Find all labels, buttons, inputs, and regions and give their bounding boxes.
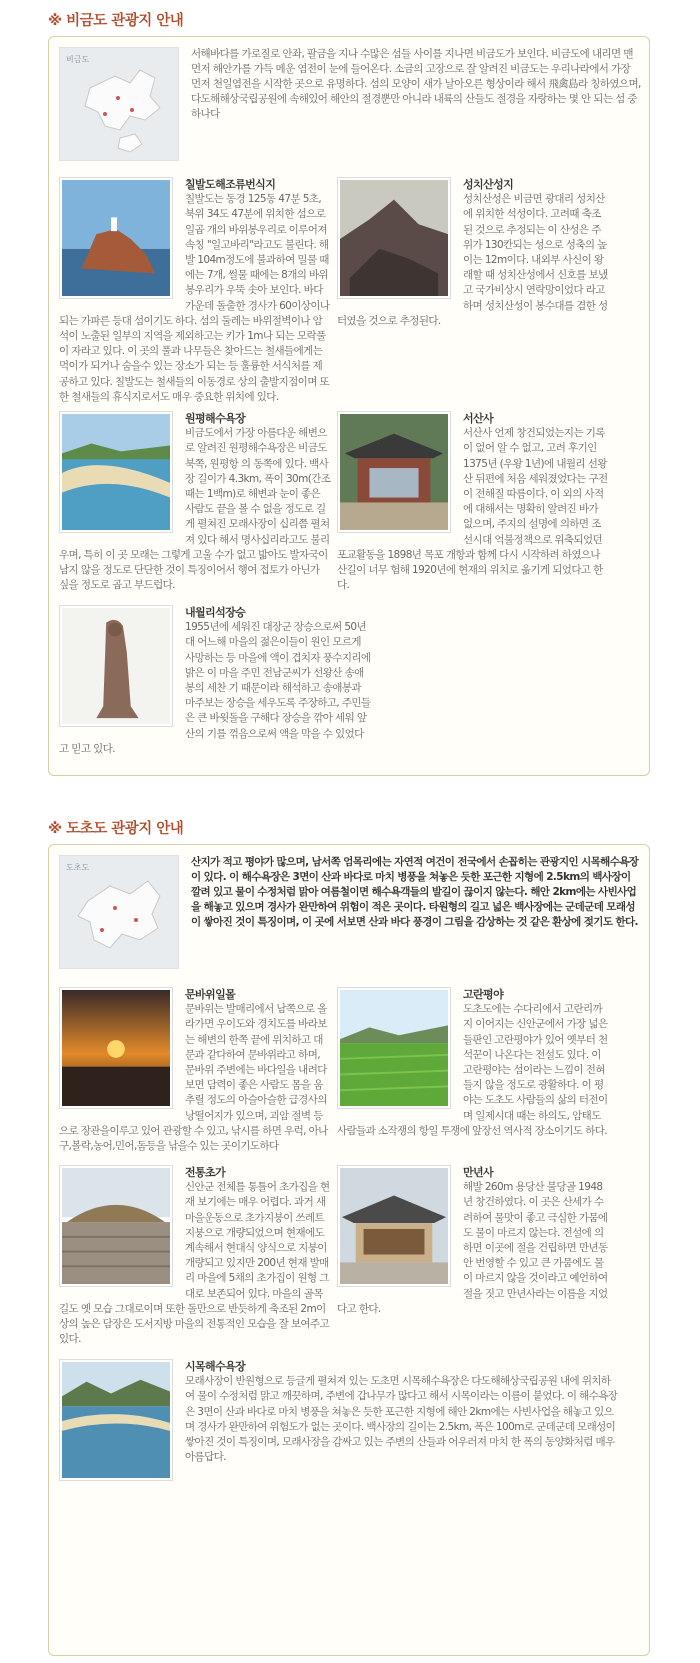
- item-text: 비금도에서 가장 아름다운 해변으로 알려진 원평해수욕장은 비금도 북쪽, 원평항 의 동쪽에 있다. 백사장 길이가 4.3km, 폭이 30m(간조 때는 1백m)로 해변과 눈이 좋은 사람도 끝을 볼 수 없을 정도로 길게 펼쳐진 모래사장이 십리쯤 펼쳐져 있다 해서 명사십리라고도 불리우며, 특히 이 곳 모래는 그렇게 고울 수가 없고 밟아도 발자국이 남지 않을 정도로 단단한 것이 특징이어서 행여 접토가 아닌가 싶을 정도로 곱고 부드럽다.: [59, 427, 331, 592]
- photo-munbawi: [59, 987, 173, 1109]
- item-title: 원평해수욕장: [185, 412, 246, 425]
- item-title: 만년사: [463, 1166, 494, 1179]
- item-text: 서산사 언제 창건되었는지는 기록이 없어 알 수 없고, 고려 후기인 1375년 (우왕 1년)에 내월리 선왕산 뒤편에 처음 세워졌었다는 구전이 전해질 따름이다. 이 외의 사적에 대해서는 명확히 알려진 바가 없으며, 주지의 설명에 의하면 조선시대 억불정책으로 위축되었던 포교활동을 1898년 목포 개항과 함께 다시 시작하려 하였으나 산길이 너무 험해 1920년에 현재의 위치로 옮기게 되었다고 한다.: [337, 427, 608, 592]
- item-text: 도초도에는 수다리에서 고란리까지 이어지는 신안군에서 가장 넓은 들판인 고란평야가 있어 옛부터 천석꾼이 나온다는 전설도 있다. 이 고란평야는 섬이라는 느낌이 전혀 들지 않을 정도로 광활하다. 이 평야는 도초도 사람들의 삶의 터전이며 일제시대 때는 하의도, 암태도 사람들과 소작쟁의 항일 투쟁에 앞장선 역사적 장소이기도 하다.: [337, 1003, 608, 1137]
- item-text: 1955년에 세워진 대장군 장승으로써 50년대 어느해 마을의 젊은이들이 원인 모르게 사망하는 등 마을에 액이 겹치자 풍수지리에 밝은 이 마을 주민 전남군씨가 선왕산 송애봉의 세찬 기 때문이라 해석하고 송애봉과 마주보는 장승을 세우도록 주장하고, 주민들은 큰 바윗돌을 구해다 장승을 깎아 세워 앞산의 기를 꺾음으로써 액을 막을 수 있었다고 믿고 있다.: [59, 621, 371, 755]
- bigeumdo-item-wonpyeong: [59, 411, 331, 593]
- dochodo-box: [48, 844, 650, 1656]
- photo-mannyeonsa: [337, 1165, 451, 1287]
- bigeumdo-intro: [59, 47, 641, 161]
- dochodo-intro: [59, 855, 641, 969]
- photo-seongchi: [337, 177, 451, 299]
- map-label: 도초도: [66, 863, 90, 872]
- item-title: 서산사: [463, 412, 494, 425]
- item-text: 성치산성은 비금면 광대리 성치산에 위치한 석성이다. 고려때 축조된 것으로 추정되는 이 산성은 주위가 130칸되는 성으로 성축의 높이는 12m이다. 내외부 사신이 왕래할 때 성치산성에서 신호를 보냈고 국가비상시 연락망이었다 라고 하며 성치산성이 봉수대를 겸한 성터였을 것으로 추정된다.: [337, 193, 608, 327]
- photo-wonpyeong: [59, 411, 173, 533]
- item-text: 해발 260m 용당산 불당골 1948년 창건하였다. 이 곳은 산세가 수려하여 물맛이 좋고 극심한 가뭄에도 물이 마르지 않는다. 전설에 의하면 이곳에 절을 건립하면 만년동안 번영할 수 있고 큰 가뭄에도 물이 마르지 않을 것이라고 예언하여 절을 짓고 만년사라는 이름을 지었다고 한다.: [337, 1181, 608, 1315]
- bigeumdo-map: [59, 47, 179, 161]
- bigeumdo-box: [48, 36, 650, 776]
- bigeumdo-intro-text: 서해바다를 가로질로 안좌, 팔금을 지나 수많은 섬들 사이를 지나면 비금도가 보인다. 비금도에 내리면 맨 먼저 해안가를 가득 메운 염전이 눈에 들어온다. 소금의 고장으로 잘 알려진 비금도는 우리나라에서 가장 먼저 천일염전을 시작한 곳으로 유명하다. 섬의 모양이 새가 날아오른 형상이라 해서 飛禽島라 칭하였으며, 다도해해상국립공원에 속해있어 해안의 절경뿐만 아니라 내륙의 산들도 절경을 자랑하는 몇 안 되는 섬 중 하나다: [191, 48, 641, 120]
- item-title: 시목해수욕장: [185, 1360, 246, 1373]
- dochodo-item-choga: [59, 1165, 331, 1347]
- dochodo-item-mannyeonsa: [337, 1165, 609, 1317]
- item-title: 전통초가: [185, 1166, 226, 1179]
- section-title-dochodo: ※ 도초도 관광지 안내: [48, 821, 184, 837]
- item-title: 문바위일몰: [185, 988, 236, 1001]
- photo-chilbaldo: [59, 177, 173, 299]
- map-label: 비금도: [66, 55, 90, 64]
- dochodo-item-simok: [59, 1359, 619, 1485]
- item-title: 고란평야: [463, 988, 504, 1001]
- item-title: 내월리석장승: [185, 606, 246, 619]
- dochodo-map: [59, 855, 179, 969]
- bigeumdo-item-jangseung: [59, 605, 371, 757]
- item-title: 성치산성지: [463, 178, 514, 191]
- photo-simok: [59, 1359, 173, 1481]
- photo-jangseung: [59, 605, 173, 727]
- dochodo-intro-text: 산지가 적고 평야가 많으며, 남서쪽 엄목리에는 자연적 여건이 전국에서 손꼽히는 관광지인 시목해수욕장이 있다. 이 해수욕장은 3면이 산과 바다로 마치 병풍을 쳐놓은 듯한 포근한 지형에 2.5km의 백사장이 깔려 있고 물이 수정처럼 맑아 여름철이면 해수욕객들의 발길이 끊이지 않는다. 해안 2km에는 사빈사업을 해놓고 있으며 경사가 완만하여 위험이 적은 곳이다. 타원형의 길고 넓은 백사장에는 군데군데 모래성이 쌓아진 것이 특징이며, 이 곳에 서보면 산과 바다 풍경이 그림을 감상하는 것 같은 환상에 젖기도 한다.: [191, 856, 639, 928]
- item-text: 신안군 전체를 통틀어 초가집을 현재 보기에는 매우 어렵다. 과거 새마을운동으로 초가지붕이 쓰레트지붕으로 개량되었으며 현재에도 계속해서 현대식 양식으로 지붕이 개량되고 있지만 200년 현재 발매리 마을에 5채의 초가집이 원형 그대로 보존되어 있다. 마을의 골목길도 옛 모습 그대로이며 또한 돌만으로 반듯하게 축조된 2m이상의 높은 담장은 도서지방 마을의 전통적인 모습을 잘 보여주고 있다.: [59, 1181, 330, 1346]
- dochodo-item-munbawi: [59, 987, 331, 1154]
- dochodo-item-goran: [337, 987, 609, 1139]
- bigeumdo-item-seosansa: [337, 411, 609, 593]
- photo-choga: [59, 1165, 173, 1287]
- bigeumdo-item-seongchi: [337, 177, 609, 329]
- item-text: 문바위는 발매리에서 남쪽으로 올라가면 우이도와 경치도를 바라보는 해변의 한쪽 끝에 위치하고 대문과 같다하여 문바위라고 하며, 문바위 주변에는 바다일을 내려다보면 담력이 좋은 사람도 몸을 움추릴 정도의 아슬아슬한 급경사의 낭떨어지가 있으며, 괴암 절벽 등으로 장관을이루고 있어 관광할 수 있고, 낚시를 하면 우럭, 아나구,볼락,농어,민어,돔등을 낚을수 있는 곳이기도하다: [59, 1003, 328, 1153]
- item-title: 칠발도해조류번식지: [185, 178, 276, 191]
- item-text: 모래사장이 반원형으로 등글게 펼쳐져 있는 도초면 시목해수욕장은 다도해해상국립공원 내에 위치하여 물이 수정처럼 맑고 깨끗하며, 주변에 갑나무가 많다고 해서 시목이라는 이름이 붙었다. 이 해수욕장은 3면이 산과 바다로 마치 병풍을 쳐놓은 듯한 포근한 지형에 해안 2km에는 사빈사업을 해놓고 있으며 경사가 완만하여 위험도가 없는 곳이다. 백사장의 길이는 2.5km, 폭은 100m로 군데군데 모래성이 쌓아진 것이 특징이며, 모래사장을 감싸고 있는 주변의 산들과 어우러져 마치 한 폭의 동양화처럼 매우 아름답다.: [185, 1375, 618, 1464]
- section-title-bigeumdo: ※ 비금도 관광지 안내: [48, 13, 184, 29]
- photo-seosansa: [337, 411, 451, 533]
- bigeumdo-item-chilbaldo: [59, 177, 331, 405]
- item-text: 칠발도는 동경 125동 47분 5초, 북위 34도 47분에 위치한 섬으로 일곱 개의 바위봉우리로 이루어져 속칭 "일고바리"라고도 불린다. 해발 104m정도에 불과하여 밀물 때에는 7개, 썰물 때에는 8개의 바위봉우리가 우뚝 솟아 보인다. 바다 가운데 돌출한 경사가 60이상이나 되는 가파른 등대 섬이기도 하다. 섬의 둘레는 바위절벽이나 암석이 노출된 일부의 지역을 제외하고는 키가 1m나 되는 모락풀이 자라고 있다. 이 곳의 풀과 나무들은 찾아드는 철새들에게는 먹이가 되거나 숨을수 있는 장소가 되는 등 훌륭한 서식처를 제공하고 있다. 칠발도는 철새들의 이동경로 상의 출발지점이며 또한 철새들의 휴식지로서도 매우 중요한 위치에 있다.: [59, 193, 330, 403]
- photo-goran: [337, 987, 451, 1109]
